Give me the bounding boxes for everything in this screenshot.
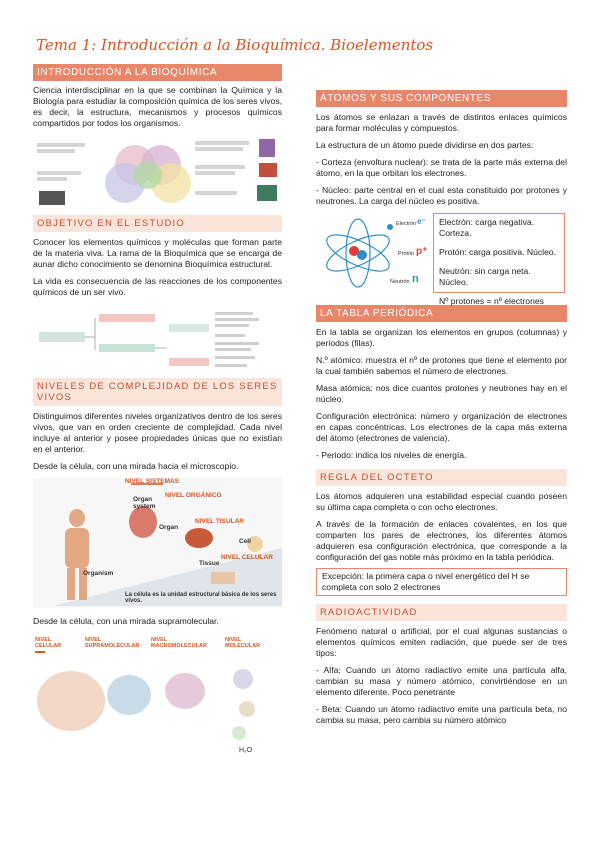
molecule-icon (259, 163, 277, 177)
fig-level-systems: NIVEL SISTEMAS (125, 478, 180, 485)
section-heading-tabla: LA TABLA PERIÓDICA (316, 305, 567, 322)
human-figure-body (65, 528, 89, 568)
organism-levels-figure (33, 478, 282, 608)
intro-text: Ciencia interdisciplinar en la que se combinan la Química y la Biología para estudiar la composición química de los seres vivos, es decir, la estructura, mecanismos y procesos químicos compartidos por todos los organismos. (33, 85, 282, 128)
tabla-text-1: En la tabla se organizan los elementos en grupos (columnas) y periodos (filas). (316, 327, 567, 348)
niveles-text-3: Desde la célula, con una mirada supramolecular. (33, 616, 219, 626)
fig2-level-supramolecular: NIVEL SUPRAMOLECULAR (85, 637, 140, 649)
section-heading-radio: RADIOACTIVIDAD (316, 604, 567, 621)
venn-diagram-figure (33, 135, 282, 209)
organelle-illustration (107, 675, 151, 715)
objetivo-text-2: La vida es consecuencia de las reacciones de los componentes químicos de un ser vivo. (33, 276, 282, 297)
section-heading-niveles: NIVELES DE COMPLEJIDAD DE LOS SERES VIVOS (33, 378, 282, 406)
fig-item-organ-system: Organ system (133, 496, 156, 510)
summary-electron: Electrón: carga negativa. Corteza. (439, 217, 535, 238)
tabla-text-3: Masa atómica: nos dice cuantos protones y neutrones hay en el núcleo. (316, 383, 567, 404)
atom-label-neutron: Neutrón (390, 279, 410, 285)
supramolecular-figure (33, 635, 282, 763)
atomos-text-1: Los átomos se enlazan a través de distintos enlaces químicos para formar moléculas y compuestos. (316, 112, 567, 133)
venn-circle-center (134, 161, 162, 189)
left-column (33, 64, 282, 763)
venn-diagram-graphic (33, 135, 282, 209)
summary-equality: Nº protones = nº electrones (439, 296, 544, 306)
fig2-water-label: H₂O (239, 747, 253, 754)
tabla-text-2: N.º atómico: muestra el nº de protones que tiene el elemento por la cual también sabemos el número de electrones. (316, 355, 567, 376)
fig-caption: La célula es la unidad estructural básica de los seres vivos. (125, 592, 277, 604)
classification-tree-graphic (33, 306, 282, 372)
human-figure-head (69, 509, 85, 527)
atom-block (316, 213, 567, 306)
electron-icon (387, 224, 393, 230)
cell-illustration (37, 671, 105, 731)
fig-item-cell: Cell (239, 538, 251, 545)
section-heading-objetivo: OBJETIVO EN EL ESTUDIO (33, 215, 282, 232)
fig-item-tissue: Tissue (199, 560, 220, 567)
tissue-icon (211, 572, 235, 584)
page-title: Tema 1: Introducción a la Bioquímica. Bioelementos (36, 36, 434, 54)
radio-text-2: - Alfa: Cuando un átomo radiactivo emite una partícula alfa, cambian su masa y número atómico, convirtiéndose en un elemento diferente. Poco penetrante (316, 665, 567, 697)
radio-text-3: - Beta: Cuando un átomo radiactivo emite una partícula beta, no cambia su masa, pero cambia su número atómico (316, 704, 567, 725)
fig-item-organ: Organ (159, 524, 179, 531)
niveles-text-2: Desde la célula, con una mirada hacia el microscopio. (33, 461, 239, 471)
fig2-level-macromolecular: NIVEL MACROMOLECULAR (151, 637, 207, 649)
protein-icon (257, 185, 277, 201)
octeto-exception-text: Excepción: la primera capa o nivel energético del H se completa con solo 2 electrones (322, 571, 530, 592)
fig-level-organic: NIVEL ORGÁNICO (165, 492, 222, 499)
atom-label-proton: Protón (398, 251, 415, 257)
classification-tree-figure (33, 306, 282, 372)
organ-system-icon (129, 506, 157, 538)
right-column (316, 90, 567, 726)
neutron-icon (357, 250, 367, 260)
atom-symbol-neutron: n (412, 273, 419, 285)
atomos-text-2: La estructura de un átomo puede dividirse en dos partes: (316, 140, 534, 150)
fig-level-cell: NIVEL CELULAR (221, 554, 273, 561)
atomos-text-4: - Núcleo: parte central en el cual esta constituido por protones y neutrones. La carga del núcleo es positiva. (316, 185, 567, 206)
niveles-text-1: Distinguimos diferentes niveles organizativos dentro de los seres vivos, que van en orden creciente de complejidad. Cada nivel incluye al anterior y posee propiedades únicas que no existían en el anterior. (33, 411, 282, 454)
objetivo-text-1: Conocer los elementos químicos y moléculas que forman parte de la materia viva. La rama de la Bioquímica que se encarga de aunar dicho conocimiento se denomina Bioquímica estructural. (33, 237, 282, 269)
fig-item-organism: Organism (83, 570, 114, 577)
supramolecular-graphic (33, 635, 282, 763)
section-heading-atomos: ÁTOMOS Y SUS COMPONENTES (316, 90, 567, 107)
summary-neutron: Neutrón: sin carga neta. Núcleo. (439, 266, 531, 287)
dna-icon (259, 139, 275, 157)
atom-symbol-electron: e⁻ (417, 217, 426, 226)
fig-level-tissue: NIVEL TISULAR (195, 518, 244, 525)
particle-summary-box (433, 213, 565, 306)
atom-label-electron: Electrón (396, 221, 417, 227)
molecule-illustration (233, 669, 253, 689)
section-heading-intro: INTRODUCCIÓN A LA BIOQUÍMICA (33, 64, 282, 81)
organ-icon (185, 528, 213, 548)
atomos-text-3: - Corteza (envoltura nuclear): se trata de la parte más externa del átomo, en la que orbitan los electrones. (316, 157, 567, 178)
tabla-text-5: - Periodo: indica los niveles de energía. (316, 450, 467, 460)
octeto-exception-callout (316, 568, 567, 596)
octeto-text-2: A través de la formación de enlaces covalentes, en los que comparten los pares de electrones, los diferentes átomos adquieren esa configuración electrónica, que corresponde a la configuración del gas noble más próximo en la tabla periódica. (316, 519, 567, 562)
fig2-level-cellular: NIVEL CELULAR (35, 637, 62, 649)
atom-symbol-proton: p⁺ (416, 246, 428, 257)
macromolecule-illustration (165, 673, 205, 709)
tabla-text-4: Configuración electrónica: número y organización de electrones en capas concéntricas. Los electrones de la capa más externa del átomo (electrones de valencia). (316, 411, 567, 443)
radio-text-1: Fenómeno natural o artificial, por el cual algunas sustancias o elementos químicos emiten radiación, que puede ser de tres tipos: (316, 626, 567, 658)
section-heading-octeto: REGLA DEL OCTETO (316, 469, 567, 486)
octeto-text-1: Los átomos adquieren una estabilidad especial cuando poseen su última capa completa o con ocho electrones. (316, 491, 567, 512)
summary-proton: Protón: carga positiva. Núcleo. (439, 247, 557, 257)
fig2-level-molecular: NIVEL MOLECULAR (225, 637, 261, 649)
